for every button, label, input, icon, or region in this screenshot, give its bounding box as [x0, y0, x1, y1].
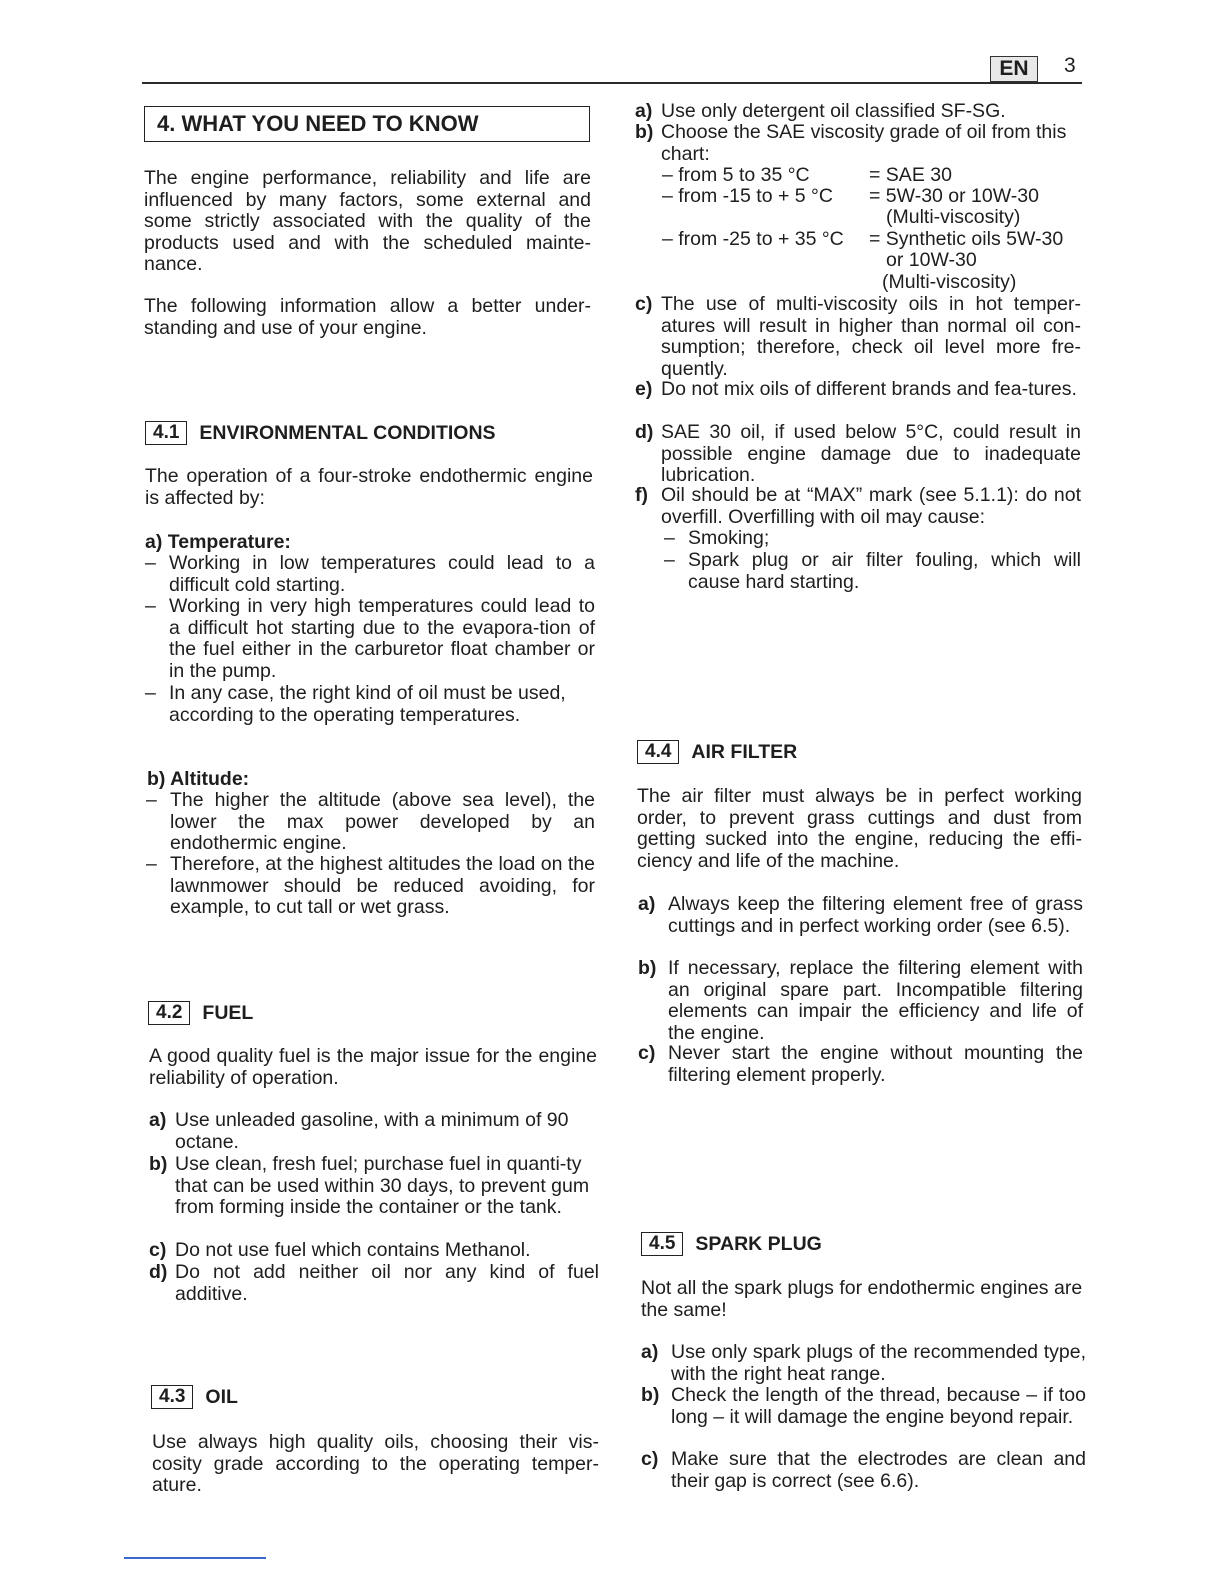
- section-number: 4.2: [148, 1001, 190, 1025]
- chart-grade: = Synthetic oils 5W-30: [869, 228, 1064, 250]
- chart-range: – from 5 to 35 °C: [662, 164, 810, 186]
- oil-item: [635, 422, 1081, 487]
- chart-grade: (Multi-viscosity): [886, 206, 1021, 228]
- footer-line: [124, 1557, 266, 1559]
- list-item-text: If necessary, replace the filtering element with an original spare part. Incompatible filtering elements can impair the efficiency and life of the engine.: [668, 957, 1083, 1044]
- oil-item: [635, 122, 1081, 165]
- chart-grade: = 5W-30 or 10W-30: [869, 185, 1039, 207]
- chart-grade: (Multi-viscosity): [882, 271, 1017, 293]
- oil-item: [635, 485, 1081, 528]
- page-number: 3: [1064, 54, 1076, 77]
- list-item: [149, 1240, 599, 1262]
- section-title: SPARK PLUG: [695, 1232, 822, 1255]
- list-item-text: In any case, the right kind of oil must be used, according to the operating temperatures.: [169, 682, 566, 726]
- section-title: AIR FILTER: [691, 740, 798, 763]
- list-item: [149, 1154, 599, 1219]
- list-item-text: Use unleaded gasoline, with a minimum of 90 octane.: [175, 1109, 569, 1153]
- section-intro: Not all the spark plugs for endothermic engines are the same!: [641, 1277, 1083, 1321]
- section-4-1-heading: [145, 421, 496, 445]
- item-label: b): [641, 1384, 660, 1406]
- section-4-2-heading: [148, 1001, 253, 1025]
- section-title: ENVIRONMENTAL CONDITIONS: [199, 421, 496, 444]
- item-label: a): [635, 100, 653, 122]
- chart-range: – from -15 to + 5 °C: [662, 185, 833, 207]
- item-label: c): [641, 1448, 659, 1470]
- section-number: 4.4: [637, 740, 679, 764]
- oil-item: [635, 294, 1081, 380]
- item-label: d): [149, 1261, 168, 1283]
- list-item: [641, 1342, 1086, 1385]
- oil-item: [635, 101, 1081, 123]
- list-item: [145, 596, 595, 682]
- dash: –: [145, 682, 156, 704]
- list-item: [145, 683, 595, 726]
- list-item-text: The higher the altitude (above sea level), the lower the max power developed by an endothermic engine.: [170, 789, 595, 855]
- section-4-3-heading: [151, 1385, 238, 1409]
- section-4-4-heading: [637, 740, 797, 764]
- dash: –: [664, 549, 675, 571]
- list-item-text: Do not mix oils of different brands and fea-tures.: [661, 378, 1077, 400]
- item-label: a): [149, 1109, 167, 1131]
- section-number: 4.5: [641, 1232, 683, 1256]
- list-item-text: Use only spark plugs of the recommended type, with the right heat range.: [671, 1341, 1086, 1385]
- list-item-text: Use clean, fresh fuel; purchase fuel in quanti-ty that can be used within 30 days, to prevent gum from forming inside the container or the tank.: [175, 1153, 590, 1219]
- dash: –: [145, 552, 156, 574]
- list-item: [146, 854, 595, 919]
- item-label: f): [635, 484, 648, 506]
- list-item: [149, 1110, 599, 1153]
- dash: –: [664, 527, 675, 549]
- section-intro: The air filter must always be in perfect working order, to prevent grass cuttings and dust from getting sucked into the engine, reducing the effi-ciency and life of the machine.: [637, 785, 1082, 872]
- list-item-text: Therefore, at the highest altitudes the load on the lawnmower should be reduced avoiding, for example, to cut tall or wet grass.: [170, 853, 595, 919]
- list-item: [149, 1262, 599, 1305]
- section-number: 4.3: [151, 1385, 193, 1409]
- list-item-text: Oil should be at “MAX” mark (see 5.1.1): do not overfill. Overfilling with oil may cause:: [661, 484, 1081, 528]
- list-item: [641, 1385, 1086, 1428]
- item-label: c): [149, 1239, 167, 1261]
- list-item-text: Working in low temperatures could lead to a difficult cold starting.: [169, 552, 595, 596]
- section-number: 4.1: [145, 421, 187, 445]
- list-item-text: Do not add neither oil nor any kind of fuel additive.: [175, 1261, 599, 1305]
- item-label: b): [149, 1153, 168, 1175]
- item-label: a): [638, 893, 656, 915]
- chapter-title: 4. WHAT YOU NEED TO KNOW: [144, 106, 590, 142]
- section-4-5-heading: [641, 1232, 822, 1256]
- dash: –: [146, 853, 157, 875]
- item-label: c): [638, 1042, 656, 1064]
- item-label: d): [635, 421, 654, 443]
- section-intro: The operation of a four-stroke endothermic engine is affected by:: [145, 465, 593, 509]
- section-intro: Use always high quality oils, choosing their vis-cosity grade according to the operating temper-ature.: [152, 1431, 599, 1497]
- oil-item: [635, 379, 1081, 401]
- list-item-text: Choose the SAE viscosity grade of oil from this chart:: [661, 121, 1067, 165]
- list-item-text: Do not use fuel which contains Methanol.: [175, 1239, 531, 1261]
- chart-grade: = SAE 30: [869, 164, 952, 186]
- list-item-text: Smoking;: [688, 527, 770, 549]
- intro-paragraph-2: The following information allow a better under-standing and use of your engine.: [144, 295, 591, 339]
- temperature-heading: a) Temperature:: [145, 531, 291, 553]
- list-item-text: SAE 30 oil, if used below 5°C, could result in possible engine damage due to inadequate lubrication.: [661, 421, 1081, 487]
- language-badge: EN: [990, 56, 1038, 82]
- altitude-heading: b) Altitude:: [147, 768, 250, 790]
- list-item-text: Spark plug or air filter fouling, which will cause hard starting.: [688, 549, 1081, 593]
- dash: –: [146, 789, 157, 811]
- list-item: [146, 790, 595, 855]
- section-title: FUEL: [202, 1001, 254, 1024]
- item-label: e): [635, 378, 653, 400]
- list-item-text: Check the length of the thread, because – if too long – it will damage the engine beyond repair.: [671, 1384, 1086, 1428]
- list-item-text: The use of multi-viscosity oils in hot temper-atures will result in higher than normal oil con-sumption; therefore, check oil level more fre-quently.: [661, 293, 1081, 380]
- list-item-text: Working in very high temperatures could lead to a difficult hot starting due to the evapora-tion of the fuel either in the carburetor float chamber or in the pump.: [169, 595, 595, 682]
- list-item-text: Make sure that the electrodes are clean and their gap is correct (see 6.6).: [671, 1448, 1086, 1492]
- item-label: b): [638, 957, 657, 979]
- list-item: [638, 958, 1083, 1044]
- list-item-text: Use only detergent oil classified SF-SG.: [661, 100, 1006, 122]
- item-label: a): [641, 1341, 659, 1363]
- list-item: [638, 1043, 1083, 1086]
- section-title: OIL: [205, 1385, 238, 1408]
- list-item: [664, 550, 1081, 593]
- item-label: c): [635, 293, 653, 315]
- header-rule: [142, 82, 1082, 84]
- chart-grade: or 10W-30: [886, 249, 977, 271]
- list-item: [145, 553, 595, 596]
- dash: –: [145, 595, 156, 617]
- intro-paragraph: The engine performance, reliability and life are influenced by many factors, some external and some strictly associated with the quality of the products used and with the scheduled mainte-nance.: [144, 167, 591, 276]
- list-item-text: Never start the engine without mounting the filtering element properly.: [668, 1042, 1083, 1086]
- list-item: [664, 528, 1081, 550]
- list-item-text: Always keep the filtering element free of grass cuttings and in perfect working order (see 6.5).: [668, 893, 1083, 937]
- list-item: [638, 894, 1083, 937]
- chart-range: – from -25 to + 35 °C: [662, 228, 844, 250]
- section-intro: A good quality fuel is the major issue for the engine reliability of operation.: [149, 1045, 597, 1089]
- list-item: [641, 1449, 1086, 1492]
- item-label: b): [635, 121, 654, 143]
